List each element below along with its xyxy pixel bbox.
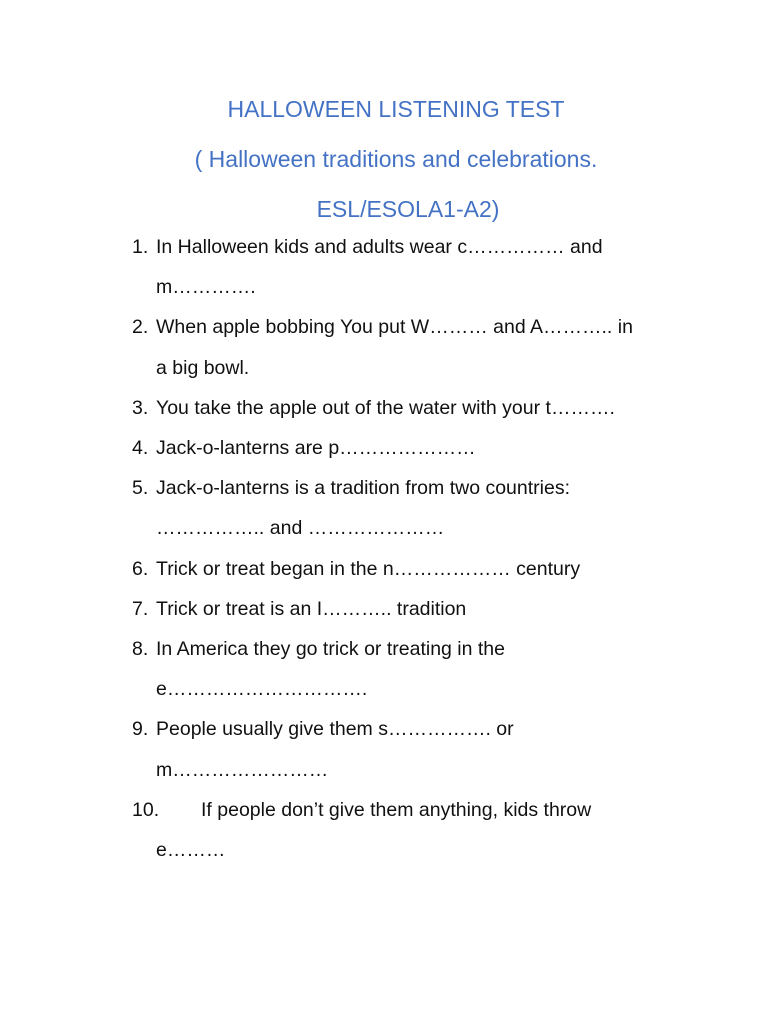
question-item-6 bbox=[132, 549, 672, 589]
question-number: 4. bbox=[132, 437, 149, 460]
question-number: 7. bbox=[132, 597, 149, 620]
question-item-8 bbox=[132, 629, 672, 709]
title-line-3: ESL/ESOLA1-A2) bbox=[316, 196, 500, 222]
question-number: 3. bbox=[132, 396, 149, 419]
question-text-continued: e…………………………. bbox=[156, 678, 368, 701]
question-item-7 bbox=[132, 589, 672, 629]
question-number: 9. bbox=[132, 718, 149, 741]
document-title bbox=[0, 84, 768, 234]
question-text: When apple bobbing You put W……… and A……….. in bbox=[156, 316, 633, 339]
question-text: In Halloween kids and adults wear c…………… and bbox=[156, 236, 603, 258]
question-text-continued: m…………………… bbox=[156, 758, 329, 781]
question-number: 8. bbox=[132, 638, 149, 661]
question-text-continued: a big bowl. bbox=[156, 356, 250, 379]
question-text-continued: e……… bbox=[156, 839, 226, 862]
question-text: Jack-o-lanterns is a tradition from two countries: bbox=[156, 477, 570, 500]
question-item-10 bbox=[132, 790, 672, 870]
question-item-2 bbox=[132, 307, 672, 387]
question-number: 5. bbox=[132, 477, 149, 500]
question-text: Jack-o-lanterns are p………………… bbox=[156, 437, 476, 460]
question-text-continued: m…………. bbox=[156, 276, 256, 299]
question-item-4 bbox=[132, 428, 672, 468]
question-list bbox=[132, 227, 672, 870]
title-line-2: ( Halloween traditions and celebrations. bbox=[194, 146, 598, 172]
question-text: In America they go trick or treating in the bbox=[156, 638, 506, 661]
question-item-3 bbox=[132, 388, 672, 428]
question-number: 6. bbox=[132, 557, 149, 580]
question-text: Trick or treat began in the n……………… century bbox=[156, 557, 581, 580]
question-text-continued: …………….. and ………………… bbox=[156, 517, 445, 540]
question-item-1 bbox=[132, 227, 672, 307]
question-number: 10. bbox=[132, 798, 160, 821]
question-text: People usually give them s……………. or bbox=[156, 718, 514, 741]
title-line-1: HALLOWEEN LISTENING TEST bbox=[227, 96, 565, 122]
question-text: If people don’t give them anything, kids throw bbox=[201, 798, 592, 821]
question-text: You take the apple out of the water with your t………. bbox=[156, 396, 615, 419]
question-number: 1. bbox=[132, 236, 149, 258]
question-item-5 bbox=[132, 468, 672, 548]
question-text: Trick or treat is an I……….. tradition bbox=[156, 597, 467, 620]
question-item-9 bbox=[132, 709, 672, 789]
question-number: 2. bbox=[132, 316, 149, 339]
